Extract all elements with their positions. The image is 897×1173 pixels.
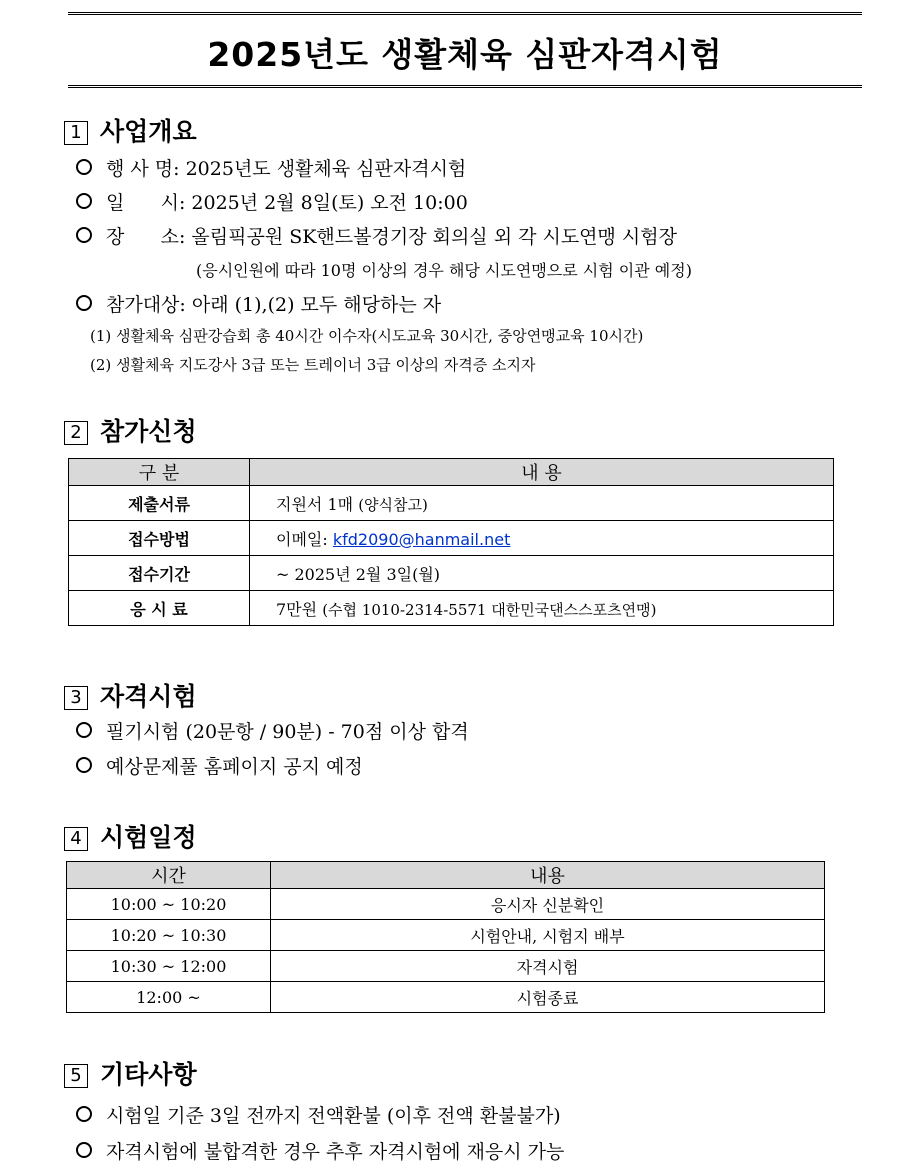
overview-place-note: (응시인원에 따라 10명 이상의 경우 해당 시도연맹으로 시험 이관 예정) <box>196 261 692 280</box>
etc-bullet-2: 자격시험에 불합격한 경우 추후 자격시험에 재응시 가능 <box>76 1137 564 1164</box>
schedule-head-content: 내용 <box>271 862 825 889</box>
bullet-icon <box>76 159 92 175</box>
section-1-heading: 1 사업개요 <box>64 112 197 148</box>
exam-bullet-2: 예상문제풀 홈페이지 공지 예정 <box>76 752 363 779</box>
table-row: 제출서류 지원서 1매 (양식참고) <box>69 486 834 521</box>
overview-date: 일 시: 2025년 2월 8일(토) 오전 10:00 <box>76 188 468 215</box>
table-row: 10:00 ~ 10:20 응시자 신분확인 <box>67 889 825 920</box>
table-row: 10:20 ~ 10:30 시험안내, 시험지 배부 <box>67 920 825 951</box>
schedule-table <box>66 861 825 1013</box>
table-row: 12:00 ~ 시험종료 <box>67 982 825 1013</box>
section-5-heading: 5 기타사항 <box>64 1055 197 1091</box>
email-link[interactable]: kfd2090@hanmail.net <box>332 529 511 549</box>
bullet-icon <box>76 295 92 311</box>
section-4-heading: 4 시험일정 <box>64 818 197 854</box>
etc-bullet-1: 시험일 기준 3일 전까지 전액환불 (이후 전액 환불불가) <box>76 1101 561 1128</box>
table-row: 접수기간 ~ 2025년 2월 3일(월) <box>69 556 834 591</box>
apply-table <box>68 458 834 626</box>
schedule-head-time: 시간 <box>67 862 271 889</box>
bullet-icon <box>76 722 92 738</box>
title-box <box>68 12 862 88</box>
apply-head-content: 내 용 <box>250 459 834 486</box>
section-number: 4 <box>64 827 88 851</box>
overview-target: 참가대상: 아래 (1),(2) 모두 해당하는 자 <box>76 290 441 317</box>
section-number: 1 <box>64 121 88 145</box>
overview-event: 행 사 명: 2025년도 생활체육 심판자격시험 <box>76 154 466 181</box>
table-row: 접수방법 이메일: kfd2090@hanmail.net <box>69 521 834 556</box>
section-number: 5 <box>64 1064 88 1088</box>
bullet-icon <box>76 757 92 773</box>
table-row: 응 시 료 7만원 (수협 1010-2314-5571 대한민국댄스스포츠연맹) <box>69 591 834 626</box>
overview-condition-1: (1) 생활체육 심판강습회 총 40시간 이수자(시도교육 30시간, 중앙연맹교육 10시간) <box>90 327 644 345</box>
table-row: 10:30 ~ 12:00 자격시험 <box>67 951 825 982</box>
overview-condition-2: (2) 생활체육 지도강사 3급 또는 트레이너 3급 이상의 자격증 소지자 <box>90 356 536 374</box>
section-number: 3 <box>64 686 88 710</box>
overview-place: 장 소: 올림픽공원 SK핸드볼경기장 회의실 외 각 시도연맹 시험장 <box>76 222 677 249</box>
section-number: 2 <box>64 421 88 445</box>
section-3-heading: 3 자격시험 <box>64 677 197 713</box>
exam-bullet-1: 필기시험 (20문항 / 90분) - 70점 이상 합격 <box>76 717 469 744</box>
section-2-heading: 2 참가신청 <box>64 412 197 448</box>
bullet-icon <box>76 193 92 209</box>
bullet-icon <box>76 1106 92 1122</box>
bullet-icon <box>76 1142 92 1158</box>
page-title: 2025년도 생활체육 심판자격시험 <box>207 35 723 74</box>
bullet-icon <box>76 227 92 243</box>
apply-head-category: 구 분 <box>69 459 250 486</box>
